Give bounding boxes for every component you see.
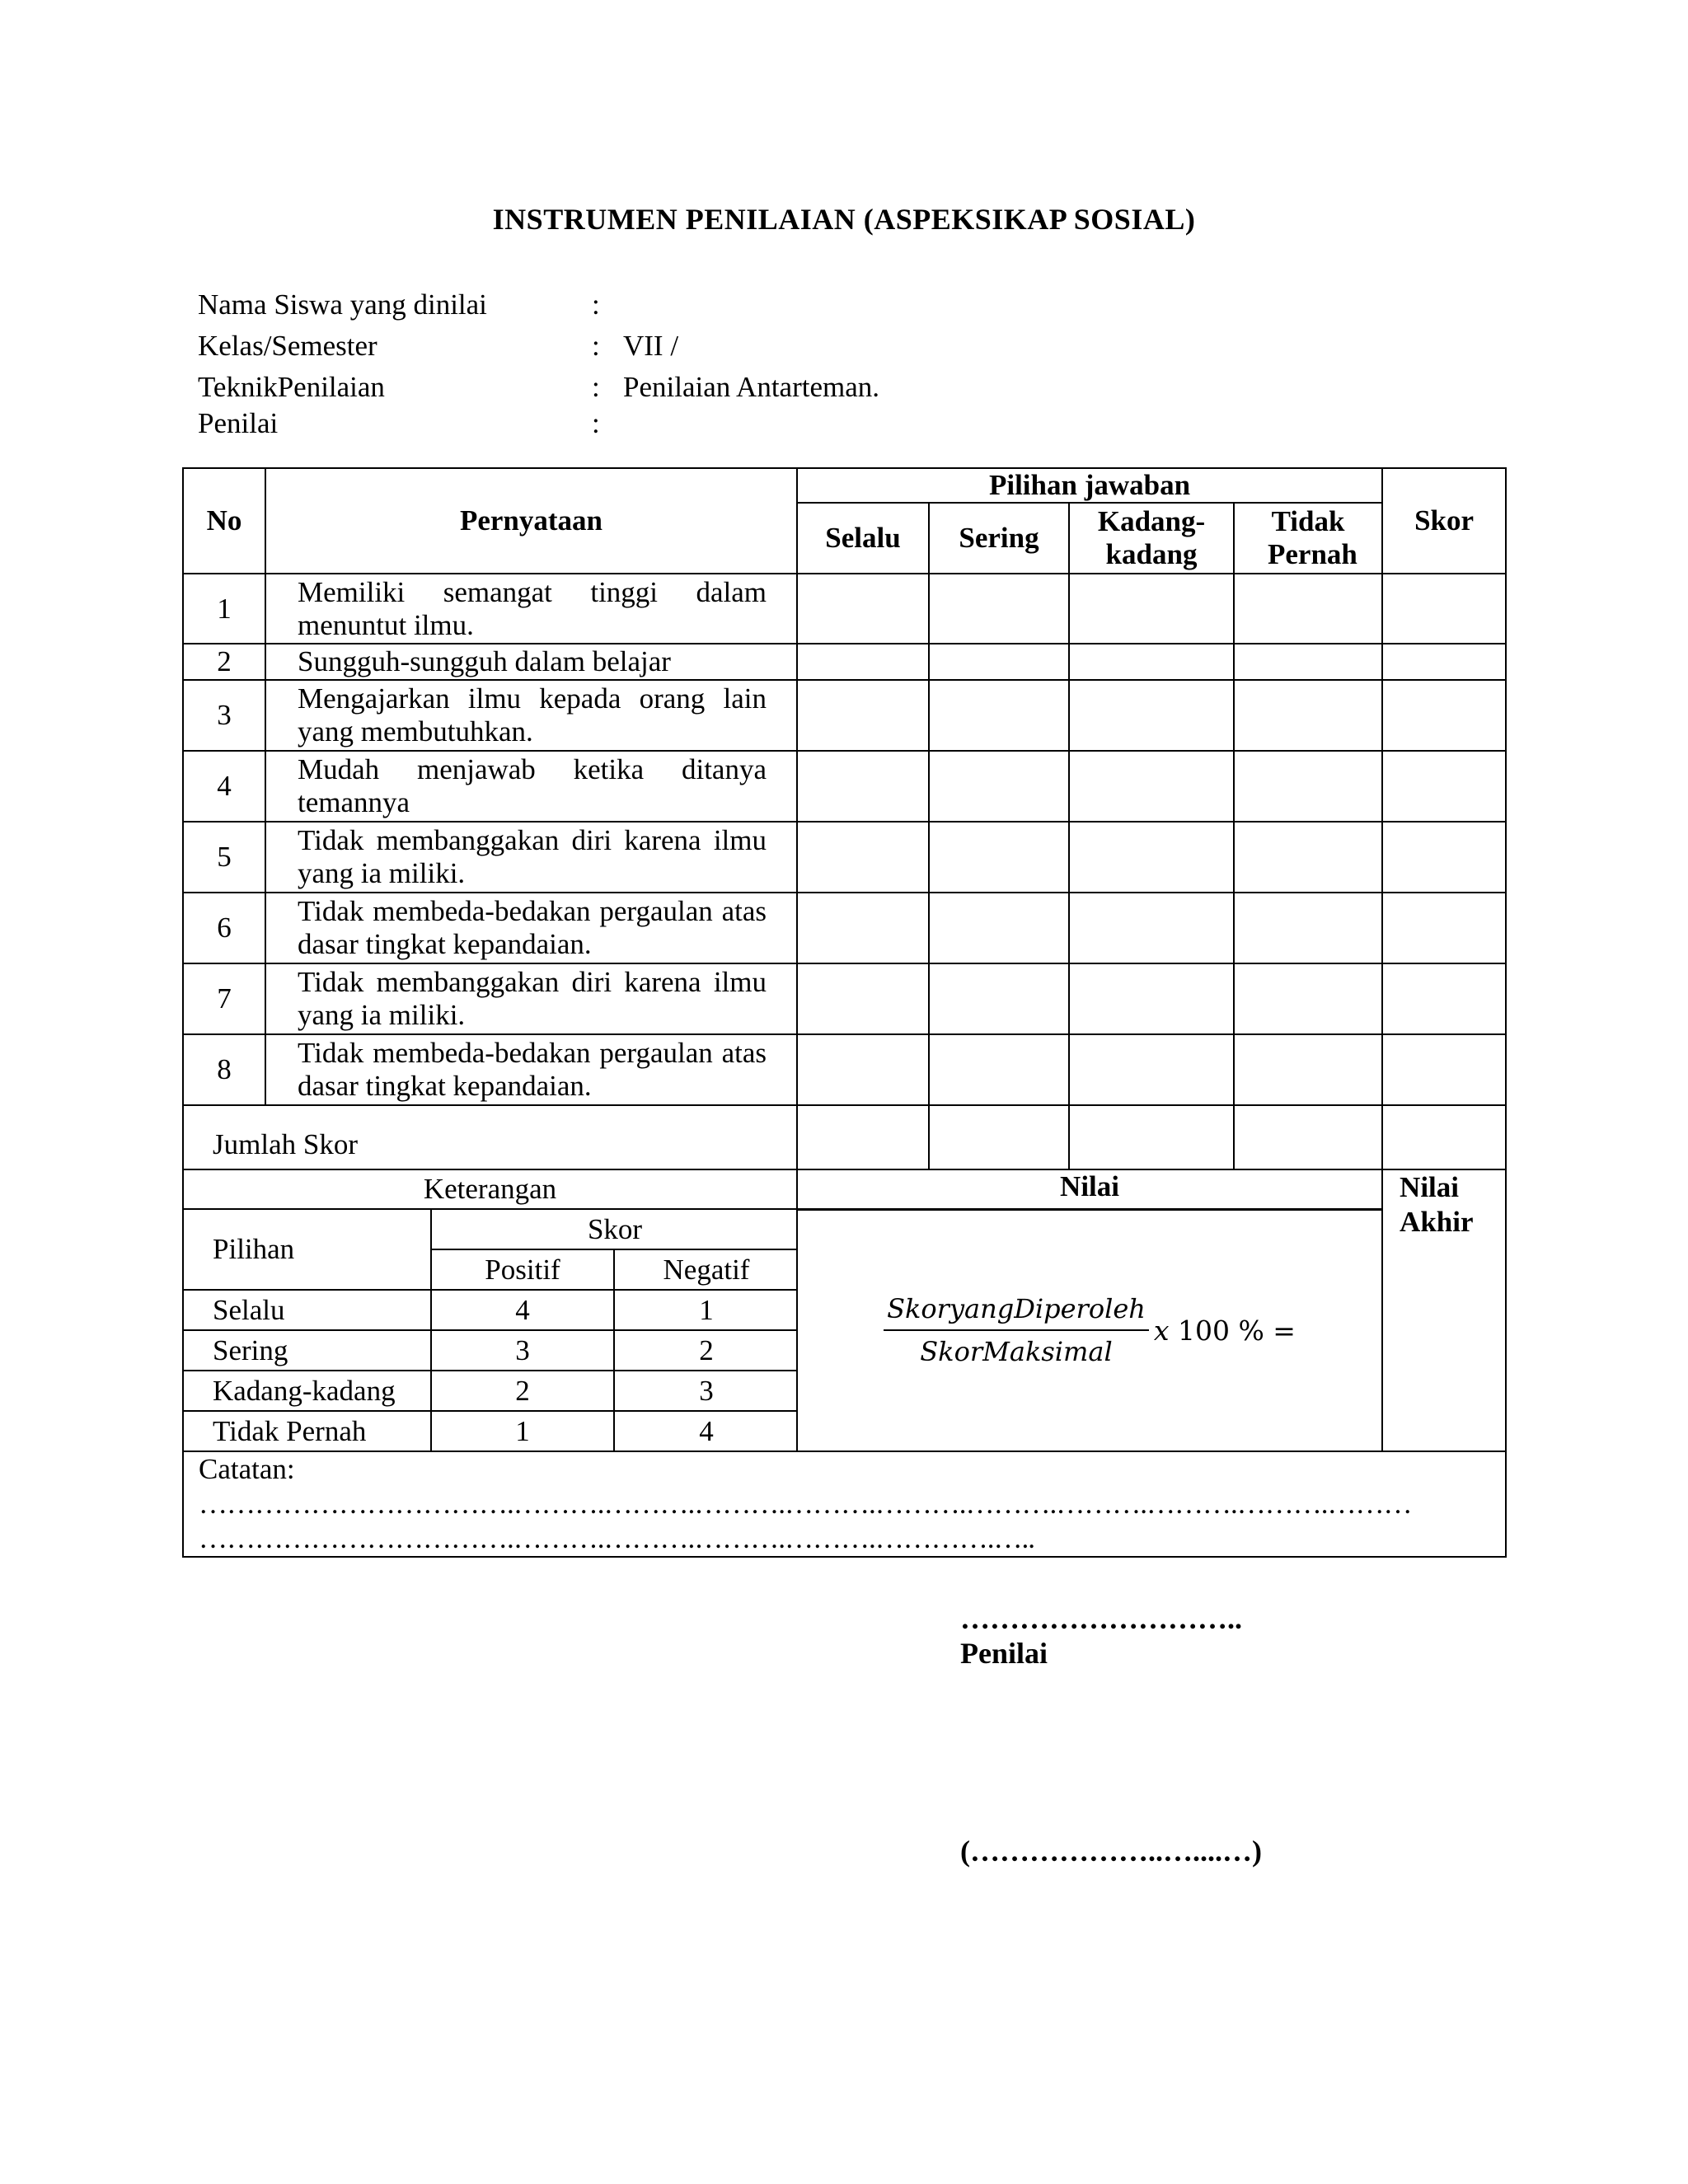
answer-cell-kadang[interactable] <box>1069 751 1234 822</box>
negatif-value: 1 <box>614 1290 798 1330</box>
info-colon: : <box>592 371 600 403</box>
score-cell[interactable] <box>1382 963 1506 1034</box>
keterangan-label: Sering <box>184 1330 431 1371</box>
header-selalu: Selalu <box>797 503 929 574</box>
formula-rest: 100 % = <box>1169 1314 1296 1347</box>
answer-cell-sering[interactable] <box>929 574 1069 644</box>
answer-cell-kadang[interactable] <box>1069 822 1234 893</box>
row-statement: Memiliki semangat tinggi dalam menuntut ilmu. <box>265 574 797 644</box>
nilai-title: Nilai <box>797 1169 1382 1209</box>
answer-cell-tidak-pernah[interactable] <box>1234 963 1382 1034</box>
table-row <box>183 751 1506 822</box>
info-value: VII / <box>623 330 679 362</box>
header-sering: Sering <box>929 503 1069 574</box>
negatif-header: Negatif <box>614 1249 798 1290</box>
keterangan-row <box>184 1411 798 1451</box>
answer-cell-tidak-pernah[interactable] <box>1234 893 1382 963</box>
answer-cell-selalu[interactable] <box>797 574 929 644</box>
keterangan-panel <box>183 1209 797 1451</box>
answer-cell-selalu[interactable] <box>797 644 929 680</box>
info-value <box>623 408 1022 439</box>
pilihan-header: Pilihan <box>184 1210 431 1290</box>
answer-cell-tidak-pernah[interactable] <box>1234 1034 1382 1105</box>
row-number: 7 <box>183 963 265 1034</box>
answer-cell-sering[interactable] <box>929 963 1069 1034</box>
signature-dots: ……………………….. <box>960 1602 1242 1635</box>
catatan-line-1: …………………………….……….……….……….……….……….……….……….……….……….……… <box>199 1488 1412 1520</box>
answer-cell-kadang[interactable] <box>1069 574 1234 644</box>
answer-cell-selalu[interactable] <box>797 822 929 893</box>
answer-cell-kadang[interactable] <box>1069 963 1234 1034</box>
info-label: TeknikPenilaian <box>198 371 385 403</box>
answer-cell-sering[interactable] <box>929 680 1069 751</box>
positif-value: 1 <box>431 1411 614 1451</box>
header-pilihan-jawaban: Pilihan jawaban <box>797 468 1382 503</box>
page-title: INSTRUMEN PENILAIAN (ASPEKSIKAP SOSIAL) <box>492 203 1196 236</box>
answer-cell-kadang[interactable] <box>1069 644 1234 680</box>
student-info <box>198 284 1022 439</box>
info-value <box>623 284 1022 326</box>
answer-cell-sering[interactable] <box>929 751 1069 822</box>
nilai-formula-cell <box>797 1209 1382 1451</box>
row-statement: Tidak membanggakan diri karena ilmu yang ia miliki. <box>265 963 797 1034</box>
total-cell-sering[interactable] <box>929 1105 1069 1169</box>
answer-cell-sering[interactable] <box>929 893 1069 963</box>
table-row <box>183 822 1506 893</box>
score-cell[interactable] <box>1382 644 1506 680</box>
row-statement: Mudah menjawab ketika ditanya temannya <box>265 751 797 822</box>
keterangan-label: Selalu <box>184 1290 431 1330</box>
info-row-nama <box>198 284 1022 326</box>
answer-cell-sering[interactable] <box>929 822 1069 893</box>
negatif-value: 3 <box>614 1371 798 1411</box>
header-pernyataan: Pernyataan <box>265 468 797 574</box>
answer-cell-selalu[interactable] <box>797 680 929 751</box>
keterangan-row <box>184 1290 798 1330</box>
info-label: Kelas/Semester <box>198 330 377 362</box>
total-score-cell[interactable] <box>1382 1105 1506 1169</box>
answer-cell-tidak-pernah[interactable] <box>1234 822 1382 893</box>
score-cell[interactable] <box>1382 574 1506 644</box>
header-tidak-pernah: Tidak Pernah <box>1234 503 1382 574</box>
skor-header: Skor <box>431 1210 798 1249</box>
table-row <box>183 1034 1506 1105</box>
row-statement: Sungguh-sungguh dalam belajar <box>265 644 797 680</box>
info-label: Nama Siswa yang dinilai <box>198 288 487 321</box>
info-row-kelas <box>198 326 1022 367</box>
keterangan-row <box>184 1371 798 1411</box>
jumlah-skor-label: Jumlah Skor <box>183 1105 797 1169</box>
table-row <box>183 963 1506 1034</box>
header-no: No <box>183 468 265 574</box>
keterangan-label: Kadang-kadang <box>184 1371 431 1411</box>
positif-value: 4 <box>431 1290 614 1330</box>
total-cell-tidak-pernah[interactable] <box>1234 1105 1382 1169</box>
info-row-teknik <box>198 367 1022 408</box>
table-row <box>183 644 1506 680</box>
score-cell[interactable] <box>1382 1034 1506 1105</box>
row-number: 4 <box>183 751 265 822</box>
keterangan-table <box>184 1210 798 1451</box>
signature-role: Penilai <box>960 1637 1048 1670</box>
total-cell-selalu[interactable] <box>797 1105 929 1169</box>
nilai-akhir-text: Nilai Akhir <box>1400 1171 1474 1238</box>
header-skor: Skor <box>1382 468 1506 574</box>
info-value: Penilaian Antarteman. <box>623 371 880 403</box>
positif-value: 3 <box>431 1330 614 1371</box>
info-colon: : <box>592 288 600 321</box>
assessment-table <box>182 467 1507 1558</box>
row-number: 1 <box>183 574 265 644</box>
total-cell-kadang[interactable] <box>1069 1105 1234 1169</box>
info-colon: : <box>592 330 600 362</box>
keterangan-label: Tidak Pernah <box>184 1411 431 1451</box>
nilai-formula <box>798 1293 1381 1367</box>
info-label: Penilai <box>198 407 279 439</box>
catatan-line-2: …………………………….……….……….……….……….………….….. <box>199 1522 1034 1554</box>
positif-value: 2 <box>431 1371 614 1411</box>
negatif-value: 2 <box>614 1330 798 1371</box>
answer-cell-selalu[interactable] <box>797 963 929 1034</box>
signature-name-line: (………………..…....…) <box>960 1835 1262 1868</box>
score-cell[interactable] <box>1382 822 1506 893</box>
score-cell[interactable] <box>1382 751 1506 822</box>
answer-cell-selalu[interactable] <box>797 1034 929 1105</box>
answer-cell-tidak-pernah[interactable] <box>1234 751 1382 822</box>
table-row <box>183 574 1506 644</box>
jumlah-skor-row <box>183 1105 1506 1169</box>
formula-multiplier <box>1154 1315 1296 1347</box>
formula-denominator: SkorMaksimal <box>920 1336 1113 1368</box>
positif-header: Positif <box>431 1249 614 1290</box>
row-statement: Tidak membeda-bedakan pergaulan atas dasar tingkat kepandaian. <box>265 1034 797 1105</box>
answer-cell-kadang[interactable] <box>1069 680 1234 751</box>
formula-fraction <box>884 1293 1149 1367</box>
answer-cell-sering[interactable] <box>929 1034 1069 1105</box>
row-statement: Tidak membanggakan diri karena ilmu yang ia miliki. <box>265 822 797 893</box>
answer-cell-kadang[interactable] <box>1069 893 1234 963</box>
row-number: 5 <box>183 822 265 893</box>
row-number: 8 <box>183 1034 265 1105</box>
table-row <box>183 893 1506 963</box>
info-colon: : <box>592 407 600 439</box>
row-statement: Tidak membeda-bedakan pergaulan atas dasar tingkat kepandaian. <box>265 893 797 963</box>
formula-x: x <box>1153 1314 1170 1347</box>
catatan-label: Catatan: <box>199 1453 295 1485</box>
info-row-penilai <box>198 408 1022 439</box>
answer-cell-kadang[interactable] <box>1069 1034 1234 1105</box>
row-number: 2 <box>183 644 265 680</box>
row-statement: Mengajarkan ilmu kepada orang lain yang membutuhkan. <box>265 680 797 751</box>
negatif-value: 4 <box>614 1411 798 1451</box>
table-row <box>183 680 1506 751</box>
nilai-akhir-label <box>1382 1169 1506 1451</box>
score-cell[interactable] <box>1382 893 1506 963</box>
answer-cell-selalu[interactable] <box>797 751 929 822</box>
answer-cell-selalu[interactable] <box>797 893 929 963</box>
catatan-box <box>183 1451 1506 1557</box>
keterangan-row <box>184 1330 798 1371</box>
score-cell[interactable] <box>1382 680 1506 751</box>
answer-cell-tidak-pernah[interactable] <box>1234 574 1382 644</box>
answer-cell-sering[interactable] <box>929 644 1069 680</box>
row-number: 6 <box>183 893 265 963</box>
header-kadang: Kadang-kadang <box>1069 503 1234 574</box>
answer-cell-tidak-pernah[interactable] <box>1234 680 1382 751</box>
keterangan-title: Keterangan <box>183 1169 797 1209</box>
answer-cell-tidak-pernah[interactable] <box>1234 644 1382 680</box>
row-number: 3 <box>183 680 265 751</box>
formula-numerator: SkoryangDiperoleh <box>884 1293 1149 1331</box>
